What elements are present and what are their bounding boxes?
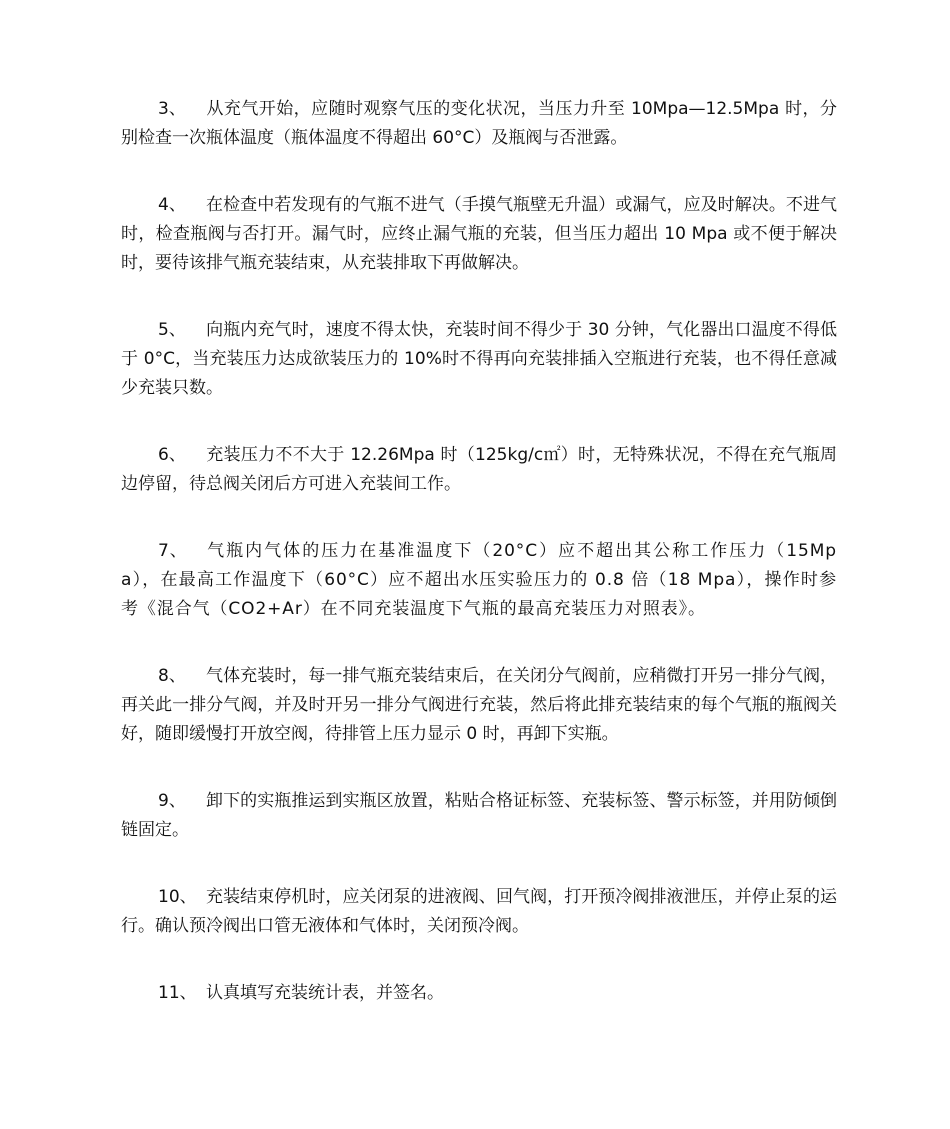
item-number: 3、	[158, 99, 186, 119]
item-number: 8、	[158, 666, 186, 686]
item-number: 4、	[158, 195, 186, 215]
item-text: 在检查中若发现有的气瓶不进气（手摸气瓶壁无升温）或漏气，应及时解决。不进气时，检查瓶阀与否打开。漏气时，应终止漏气瓶的充装，但当压力超出 10 Mpa 或不便于解决时，要待该排气瓶充装结束，从充装排取下再做解决。	[121, 195, 837, 273]
item-text: 充装结束停机时，应关闭泵的进液阀、回气阀，打开预冷阀排液泄压，并停止泵的运行。确认预冷阀出口管无液体和气体时，关闭预冷阀。	[121, 887, 837, 936]
item-number: 7、	[158, 541, 188, 561]
item-text: 从充气开始，应随时观察气压的变化状况，当压力升至 10Mpa—12.5Mpa 时，分别检查一次瓶体温度（瓶体温度不得超出 60°C）及瓶阀与否泄露。	[121, 99, 837, 148]
item-text: 气瓶内气体的压力在基准温度下（20°C）应不超出其公称工作压力（15Mpa），在最高工作温度下（60°C）应不超出水压实验压力的 0.8 倍（18 Mpa），操作时参考《混合气（CO2+Ar）在不同充装温度下气瓶的最高充装压力对照表》。	[121, 541, 837, 619]
item-text: 充装压力不不大于 12.26Mpa 时（125kg/c㎡）时，无特殊状况，不得在充气瓶周边停留，待总阀关闭后方可进入充装间工作。	[121, 445, 837, 494]
item-number: 11、	[158, 983, 197, 1003]
item-text: 卸下的实瓶推运到实瓶区放置，粘贴合格证标签、充装标签、警示标签，并用防倾倒链固定。	[121, 791, 837, 840]
list-item-10	[121, 883, 837, 941]
list-item-9	[121, 787, 837, 845]
list-item-8	[121, 662, 837, 749]
list-item-5	[121, 316, 837, 403]
item-number: 9、	[158, 791, 186, 811]
item-number: 6、	[158, 445, 186, 465]
item-number: 5、	[158, 320, 186, 340]
item-text: 向瓶内充气时，速度不得太快，充装时间不得少于 30 分钟，气化器出口温度不得低于 0°C，当充装压力达成欲装压力的 10%时不得再向充装排插入空瓶进行充装，也不得任意减少充装只数。	[121, 320, 837, 398]
item-number: 10、	[158, 887, 197, 907]
list-item-7	[121, 537, 837, 624]
item-text: 认真填写充装统计表，并签名。	[206, 983, 444, 1003]
list-item-3	[121, 95, 837, 153]
list-item-4	[121, 191, 837, 278]
document-body	[121, 95, 837, 1046]
list-item-6	[121, 441, 837, 499]
item-text: 气体充装时，每一排气瓶充装结束后，在关闭分气阀前，应稍微打开另一排分气阀，再关此一排分气阀，并及时开另一排分气阀进行充装，然后将此排充装结束的每个气瓶的瓶阀关好，随即缓慢打开放空阀，待排管上压力显示 0 时，再卸下实瓶。	[121, 666, 837, 744]
list-item-11	[121, 979, 837, 1008]
